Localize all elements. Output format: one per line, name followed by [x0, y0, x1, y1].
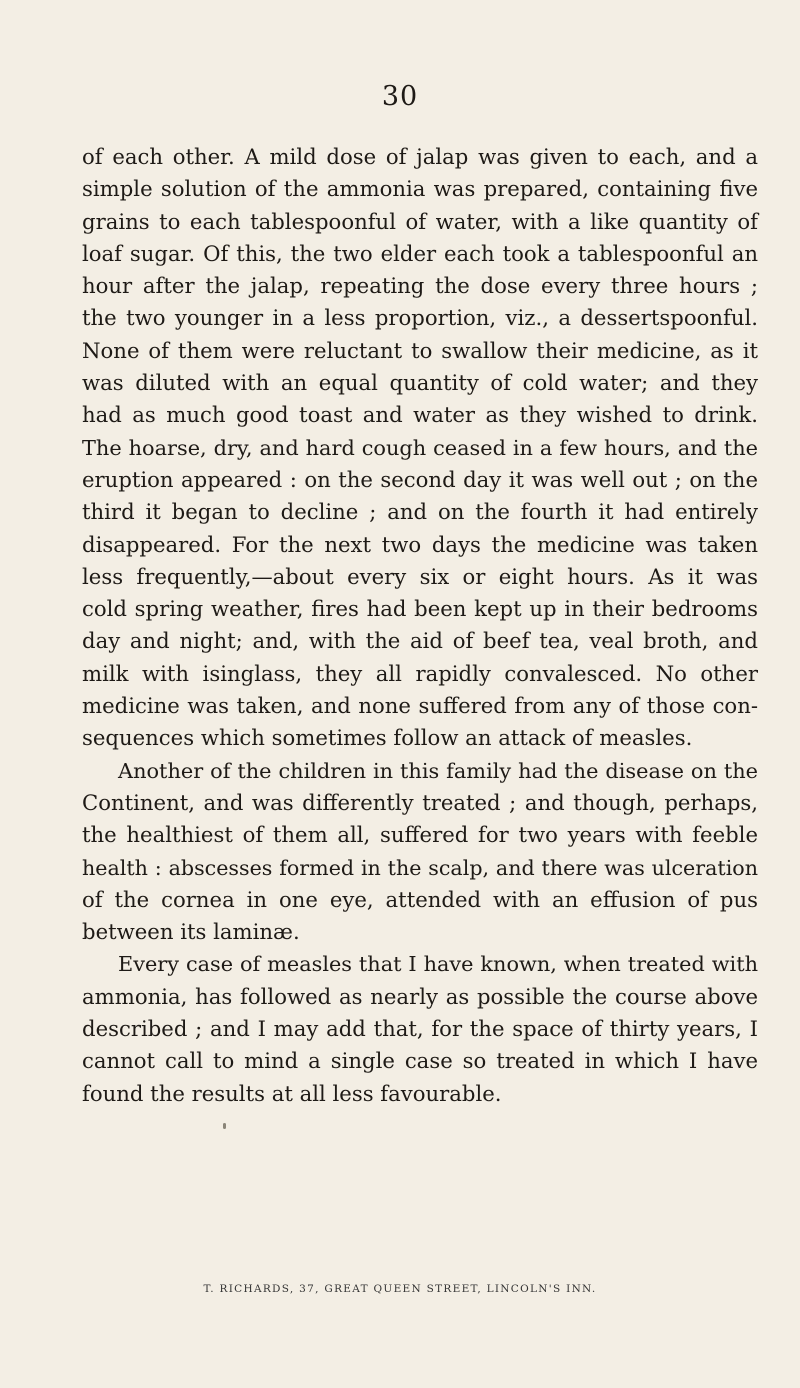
page-number: 30: [381, 81, 419, 112]
text-line: day and night; and, with the aid of beef tea, veal broth, and: [82, 628, 758, 654]
body-text: [82, 141, 758, 1110]
text-line: None of them were reluctant to swallow their medicine, as it: [82, 337, 758, 363]
text-line: found the results at all less favourable.: [82, 1080, 502, 1106]
text-line: Every case of measles that I have known, when treated with: [118, 952, 758, 977]
text-line: the healthiest of them all, suffered for two years with feeble: [82, 822, 758, 848]
text-line: cannot call to mind a single case so treated in which I have: [82, 1048, 758, 1074]
text-line: of each other. A mild dose of jalap was given to each, and a: [82, 144, 758, 169]
ink-speck: [223, 1123, 226, 1129]
text-line: had as much good toast and water as they wished to drink.: [82, 402, 758, 428]
text-line: medicine was taken, and none suffered from any of those con-: [82, 693, 758, 719]
text-line: third it began to decline ; and on the fourth it had entirely: [82, 499, 758, 525]
text-line: milk with isinglass, they all rapidly convalesced. No other: [82, 660, 758, 686]
text-line: between its laminæ.: [82, 919, 300, 945]
text-line: sequences which sometimes follow an attack of measles.: [82, 725, 693, 751]
text-line: simple solution of the ammonia was prepared, containing five: [82, 176, 758, 202]
printer-imprint: T. RICHARDS, 37, GREAT QUEEN STREET, LINCOLN'S INN.: [203, 1283, 597, 1295]
text-line: health : abscesses formed in the scalp, and there was ulceration: [82, 855, 758, 880]
text-line: eruption appeared : on the second day it was well out ; on the: [82, 466, 758, 492]
text-line: The hoarse, dry, and hard cough ceased in a few hours, and the: [82, 435, 758, 460]
text-line: less frequently,—about every six or eight hours. As it was: [82, 563, 758, 589]
text-line: loaf sugar. Of this, the two elder each took a tablespoonful an: [82, 240, 758, 266]
text-line: Continent, and was differently treated ; and though, perhaps,: [82, 789, 758, 815]
text-line: the two younger in a less proportion, viz., a dessertspoonful.: [82, 305, 758, 331]
text-line: ammonia, has followed as nearly as possible the course above: [82, 983, 758, 1009]
text-line: Another of the children in this family had the disease on the: [118, 758, 758, 783]
text-line: of the cornea in one eye, attended with an effusion of pus: [82, 886, 758, 912]
text-line: hour after the jalap, repeating the dose every three hours ;: [82, 273, 758, 299]
text-line: grains to each tablespoonful of water, with a like quantity of: [82, 208, 758, 234]
text-line: described ; and I may add that, for the space of thirty years, I: [82, 1016, 758, 1042]
text-line: disappeared. For the next two days the medicine was taken: [82, 531, 758, 557]
text-line: cold spring weather, fires had been kept up in their bedrooms: [82, 596, 758, 622]
text-line: was diluted with an equal quantity of cold water; and they: [82, 370, 758, 396]
